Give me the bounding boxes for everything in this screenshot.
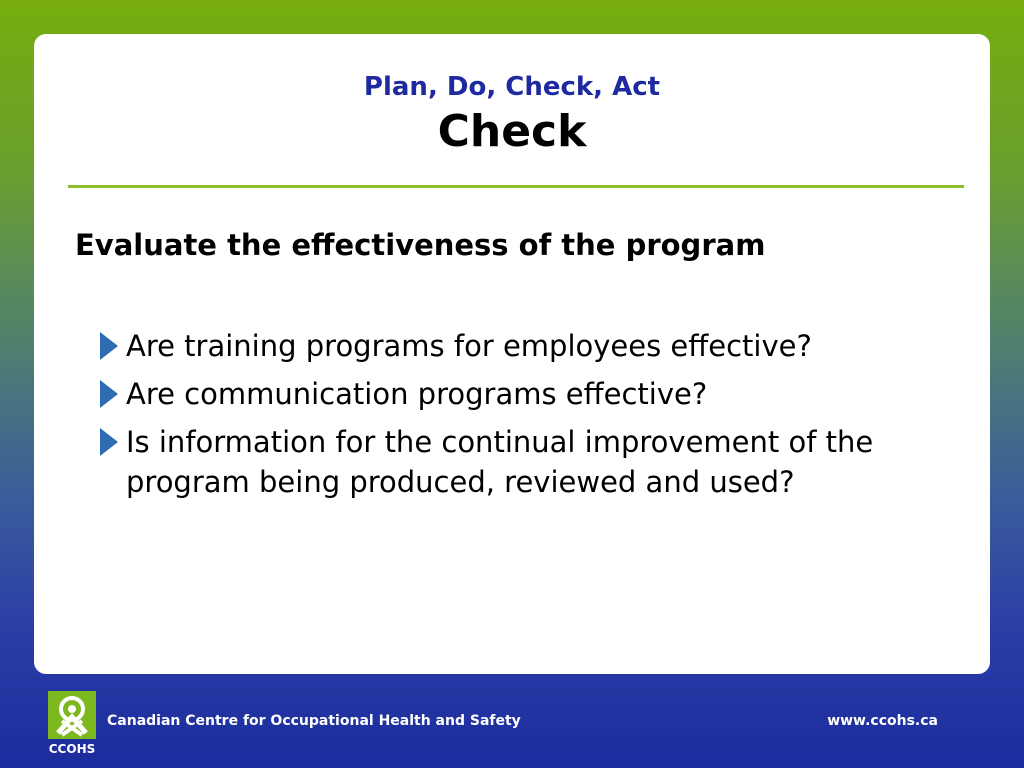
footer-organization: Canadian Centre for Occupational Health and Safety	[107, 713, 521, 729]
section-heading: Evaluate the effectiveness of the program	[75, 228, 766, 262]
bullet-text: Are communication programs effective?	[126, 377, 708, 411]
title-divider	[68, 185, 964, 188]
bullet-item	[100, 422, 950, 502]
bullet-text: Are training programs for employees effective?	[126, 329, 812, 363]
footer-website-link[interactable]: www.ccohs.ca	[827, 713, 938, 729]
slide-title: Check	[437, 106, 587, 157]
bullet-item	[100, 374, 950, 414]
bullet-arrow-icon	[100, 380, 118, 408]
bullet-list	[100, 326, 950, 510]
bullet-item	[100, 326, 950, 366]
logo-emblem-icon	[48, 691, 96, 739]
slide-subtitle: Plan, Do, Check, Act	[363, 72, 661, 102]
bullet-text: Is information for the continual improvement of the program being produced, reviewed and used?	[126, 425, 874, 499]
logo-text: CCOHS	[48, 742, 96, 756]
bullet-arrow-icon	[100, 428, 118, 456]
bullet-arrow-icon	[100, 332, 118, 360]
ccohs-logo	[46, 691, 98, 761]
